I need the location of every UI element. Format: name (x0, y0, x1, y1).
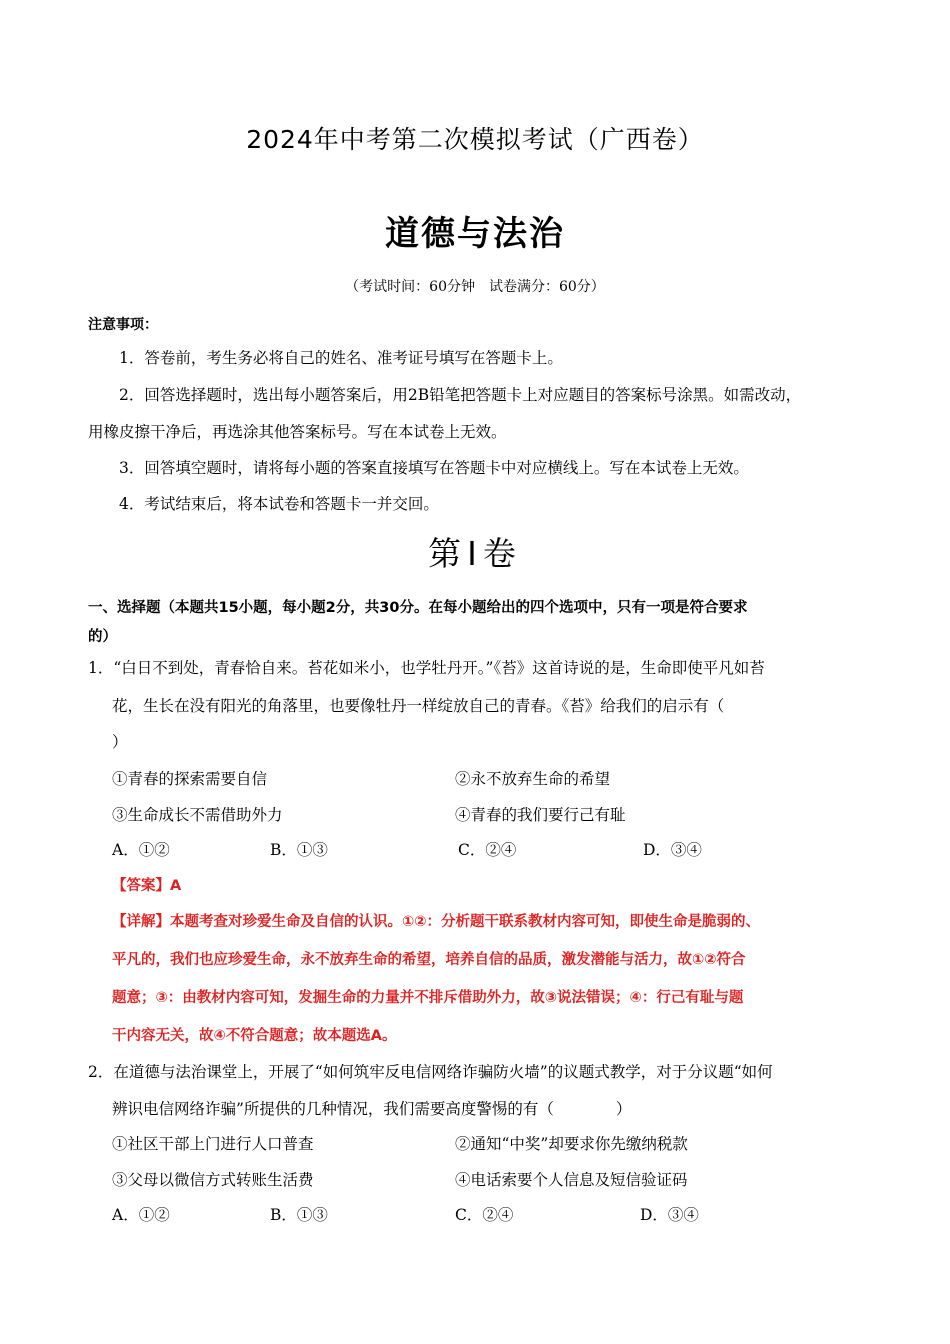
q2-choice-a: A．①② (112, 1206, 170, 1224)
q1-choice-c: C．②④ (458, 841, 517, 859)
q1-explanation-line4: 干内容无关，故④不符合题意；故本题选A。 (112, 1028, 397, 1044)
q2-choice-d: D．③④ (640, 1206, 699, 1224)
q2-option-3: ③父母以微信方式转账生活费 (112, 1171, 314, 1189)
q2-choice-b: B．①③ (270, 1206, 328, 1224)
notice-item-1: 1．答卷前，考生务必将自己的姓名、准考证号填写在答题卡上。 (119, 349, 563, 367)
part-heading: 一、选择题（本题共15小题，每小题2分，共30分。在每小题给出的四个选项中，只有一项是符合要求 (88, 600, 748, 616)
notice-title: 注意事项： (88, 317, 158, 333)
q2-option-1: ①社区干部上门进行人口普查 (112, 1135, 314, 1153)
q1-stem-line2: 花，生长在没有阳光的角落里，也要像牡丹一样绽放自己的青春。《苔》给我们的启示有（ (112, 697, 725, 715)
section-title: 第Ⅰ卷 (428, 534, 522, 573)
q1-answer: 【答案】A (112, 878, 182, 894)
q1-explanation-line2: 平凡的，我们也应珍爱生命，永不放弃生命的希望，培养自信的品质，激发潜能与活力，故①②符合 (112, 952, 746, 968)
q1-option-2: ②永不放弃生命的希望 (455, 770, 611, 788)
q2-option-4: ④电话索要个人信息及短信验证码 (455, 1171, 688, 1189)
notice-item-4: 4．考试结束后，将本试卷和答题卡一并交回。 (119, 495, 439, 513)
notice-item-2: 2．回答选择题时，选出每小题答案后，用2B铅笔把答题卡上对应题目的答案标号涂黑。如需改动， (119, 386, 802, 404)
q1-option-1: ①青春的探索需要自信 (112, 770, 268, 788)
q1-choice-b: B．①③ (270, 841, 328, 859)
exam-meta: （考试时间：60分钟 试卷满分：60分） (345, 279, 605, 295)
q2-stem-line2: 辨识电信网络诈骗”所提供的几种情况，我们需要高度警惕的有（ ） (112, 1100, 632, 1118)
q1-stem-line1: 1．“白日不到处，青春恰自来。苔花如米小，也学牡丹开。”《苔》这首诗说的是，生命即使平凡如苔 (88, 659, 765, 677)
part-heading-cont: 的） (88, 629, 117, 645)
exam-title: 2024年中考第二次模拟考试（广西卷） (246, 125, 704, 154)
q2-option-2: ②通知“中奖”却要求你先缴纳税款 (455, 1135, 688, 1153)
q1-choice-a: A．①② (112, 841, 170, 859)
notice-item-3: 3．回答填空题时，请将每小题的答案直接填写在答题卡中对应横线上。写在本试卷上无效。 (119, 459, 749, 477)
q1-option-3: ③生命成长不需借助外力 (112, 806, 283, 824)
q2-stem-line1: 2．在道德与法治课堂上，开展了“如何筑牢反电信网络诈骗防火墙”的议题式教学，对于分议题“如何 (88, 1063, 773, 1081)
q1-stem-line3: ） (112, 733, 128, 751)
subject-title: 道德与法治 (385, 214, 565, 254)
q1-explanation-line1: 【详解】本题考查对珍爱生命及自信的认识。①②：分析题干联系教材内容可知，即使生命是脆弱的、 (112, 914, 761, 930)
q2-choice-c: C．②④ (455, 1206, 514, 1224)
q1-explanation-line3: 题意；③：由教材内容可知，发掘生命的力量并不排斥借助外力，故③说法错误；④：行己有耻与题 (112, 990, 744, 1006)
q1-option-4: ④青春的我们要行己有耻 (455, 806, 626, 824)
notice-item-2-cont: 用橡皮擦干净后，再选涂其他答案标号。写在本试卷上无效。 (88, 423, 507, 441)
q1-choice-d: D．③④ (643, 841, 702, 859)
